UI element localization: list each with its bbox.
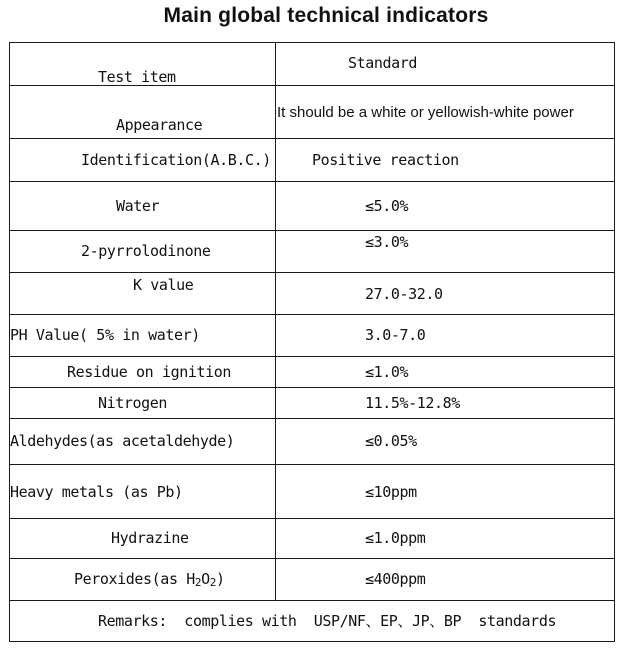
row-divider: [9, 314, 615, 315]
table-cell-standard: ≤5.0%: [365, 197, 409, 215]
table-cell-standard: ≤3.0%: [365, 233, 409, 251]
table-cell-item: Appearance: [116, 116, 203, 134]
row-divider: [9, 518, 615, 519]
page-title: Main global technical indicators: [163, 4, 489, 27]
table-cell-item: PH Value( 5% in water): [10, 326, 200, 344]
table-cell-standard: ≤0.05%: [365, 432, 417, 450]
header-standard: Standard: [348, 54, 418, 72]
table-cell-standard: 27.0-32.0: [365, 285, 443, 303]
row-divider: [9, 181, 615, 182]
table-cell-item: 2-pyrrolodinone: [81, 242, 211, 260]
table-cell-item: K value: [133, 276, 194, 294]
table-cell-standard: ≤10ppm: [365, 483, 417, 501]
remarks-text: Remarks: complies with USP/NF、EP、JP、BP standards: [98, 612, 557, 630]
table-cell-item: Hydrazine: [111, 529, 189, 547]
table-cell-item: Water: [116, 197, 160, 215]
formula-close-paren: ): [215, 570, 225, 588]
row-divider: [9, 418, 615, 419]
table-cell-standard: It should be a white or yellowish-white power: [277, 104, 574, 121]
formula-subscript: 2: [194, 576, 202, 589]
table-cell-standard: 11.5%-12.8%: [365, 394, 460, 412]
row-divider: [9, 230, 615, 231]
table-cell-standard: 3.0-7.0: [365, 326, 426, 344]
formula-subscript: 2: [209, 576, 216, 589]
table-cell-item: Nitrogen: [98, 394, 168, 412]
table-border-right: [614, 42, 615, 642]
table-cell-standard: ≤400ppm: [365, 570, 426, 588]
table-cell-standard: ≤1.0%: [365, 363, 409, 381]
table-cell-standard: Positive reaction: [312, 151, 459, 169]
header-test-item: Test item: [98, 68, 176, 86]
peroxides-label: Peroxides(as H: [74, 570, 195, 588]
table-cell-item: Residue on ignition: [67, 363, 231, 381]
table-cell-item: Heavy metals (as Pb): [10, 483, 183, 501]
row-divider: [9, 600, 615, 601]
row-divider: [9, 387, 615, 388]
row-divider: [9, 272, 615, 273]
table-border-bottom: [9, 641, 615, 642]
table-cell-item: Aldehydes(as acetaldehyde): [10, 432, 235, 450]
table-border-top: [9, 42, 615, 43]
row-divider: [9, 356, 615, 357]
formula-oxygen: O: [201, 570, 210, 588]
row-divider: [9, 558, 615, 559]
table-cell-item: Identification(A.B.C.): [81, 151, 271, 169]
table-cell-standard: ≤1.0ppm: [365, 529, 426, 547]
row-divider: [9, 464, 615, 465]
table-cell-item: [74, 570, 225, 592]
row-divider: [9, 138, 615, 139]
column-divider: [275, 42, 276, 600]
